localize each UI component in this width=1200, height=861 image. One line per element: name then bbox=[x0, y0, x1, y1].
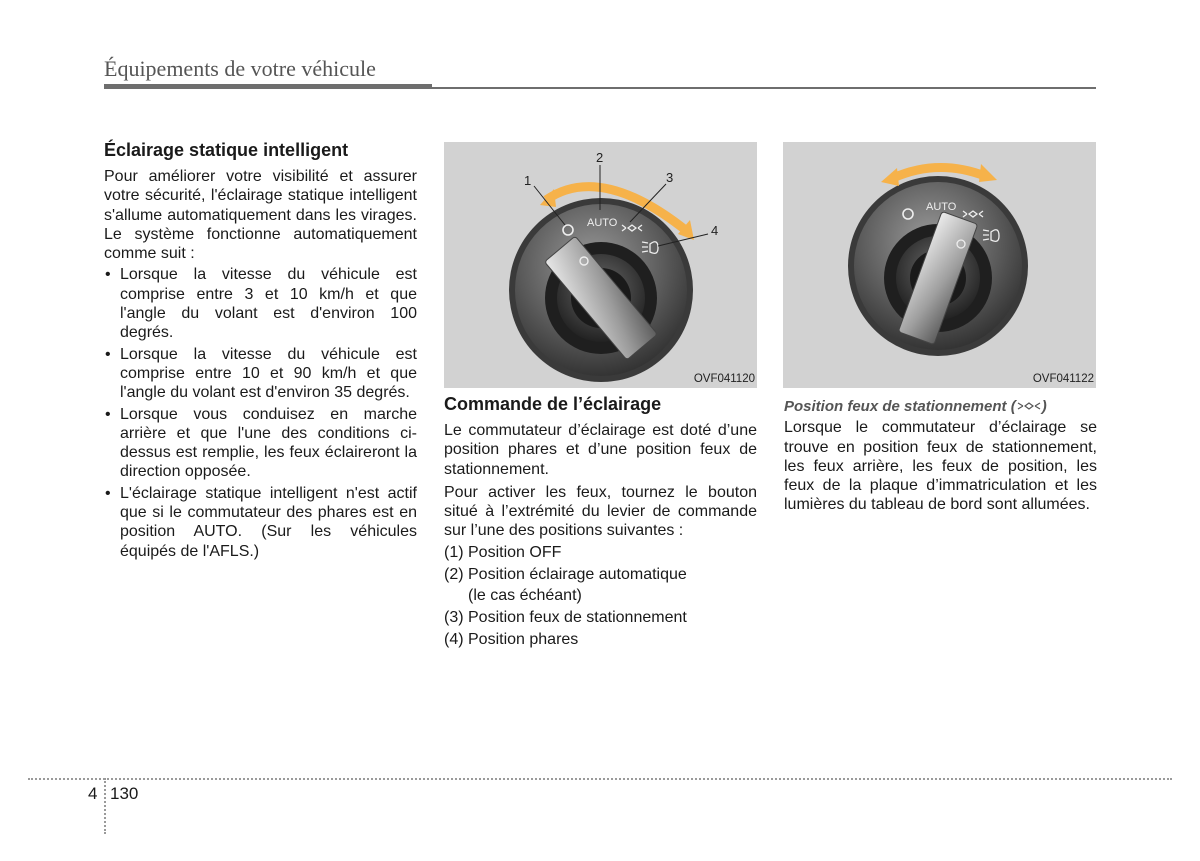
auto-position-label: AUTO bbox=[926, 201, 957, 213]
page-number: 130 bbox=[110, 784, 139, 803]
parking-position-heading bbox=[784, 397, 1097, 416]
parking-light-icon bbox=[1016, 400, 1042, 412]
callout-4: 4 bbox=[711, 223, 719, 238]
right-column bbox=[784, 397, 1097, 517]
header-rule-thin bbox=[432, 87, 1096, 89]
callout-3: 3 bbox=[666, 170, 674, 185]
condition-list bbox=[104, 265, 417, 560]
section-header-title: Équipements de votre véhicule bbox=[104, 56, 376, 81]
condition-item: • L'éclairage statique intelligent n'est actif que si le commutateur des phares est en position AUTO. (Sur les véhicules équipés de l'AFLS.) bbox=[104, 484, 417, 561]
section-heading-smart-lighting: Éclairage statique intelligent bbox=[104, 140, 349, 160]
activation-paragraph: Pour activer les feux, tournez le bouton situé à l’extrémité du levier de commande sur l’une des positions suivantes : bbox=[444, 483, 757, 540]
header-rule bbox=[104, 84, 432, 89]
position-item-note: (le cas échéant) bbox=[468, 587, 582, 605]
parking-heading-text: Position feux de stationnement ( bbox=[784, 398, 1016, 415]
control-paragraph: Le commutateur d’éclairage est doté d’une position phares et d’une position feux de stationnement. bbox=[444, 422, 757, 478]
condition-item: • Lorsque la vitesse du véhicule est comprise entre 3 et 10 km/h et que l'angle du volant est d'environ 100 degrés. bbox=[104, 265, 417, 342]
callout-1: 1 bbox=[524, 173, 532, 188]
position-item: (1) Position OFF bbox=[444, 543, 562, 561]
light-switch-diagram bbox=[444, 142, 757, 388]
figure-code: OVF041120 bbox=[693, 373, 755, 385]
condition-item: • Lorsque vous conduisez en marche arrière et que l'une des conditions ci-dessus est remplie, les feux éclaireront la direction opposée. bbox=[104, 405, 417, 482]
position-item: (3) Position feux de stationnement bbox=[444, 609, 687, 627]
condition-item: • Lorsque la vitesse du véhicule est comprise entre 10 et 90 km/h et que l'angle du volant est d'environ 35 degrés. bbox=[104, 345, 417, 403]
intro-paragraph: Pour améliorer votre visibilité et assurer votre sécurité, l'éclairage statique intelligent s'allume automatiquement dans les virages. Le système fonctionne automatiquement comme suit : bbox=[104, 168, 417, 263]
left-column bbox=[104, 139, 417, 563]
parking-light-diagram bbox=[783, 142, 1096, 388]
footer-divider bbox=[28, 778, 1172, 780]
figure-code: OVF041122 bbox=[1032, 373, 1094, 385]
parking-paragraph: Lorsque le commutateur d’éclairage se trouve en position feux de stationnement, les feux arrière, les feux de position, les feux de la plaque d’immatriculation et les lumières du tableau de bord sont allumées. bbox=[784, 419, 1097, 514]
position-item: (2) Position éclairage automatique bbox=[444, 565, 687, 583]
auto-position-label: AUTO bbox=[587, 217, 618, 229]
light-switch-illustration bbox=[444, 142, 757, 388]
parking-switch-illustration bbox=[783, 142, 1096, 388]
section-heading-light-control: Commande de l’éclairage bbox=[444, 394, 662, 414]
position-item: (4) Position phares bbox=[444, 630, 579, 648]
footer-vertical-divider bbox=[104, 778, 106, 834]
middle-column bbox=[444, 393, 757, 652]
chapter-number: 4 bbox=[88, 784, 98, 803]
parking-heading-close: ) bbox=[1041, 398, 1047, 415]
callout-2: 2 bbox=[596, 150, 604, 165]
position-list bbox=[444, 543, 757, 649]
